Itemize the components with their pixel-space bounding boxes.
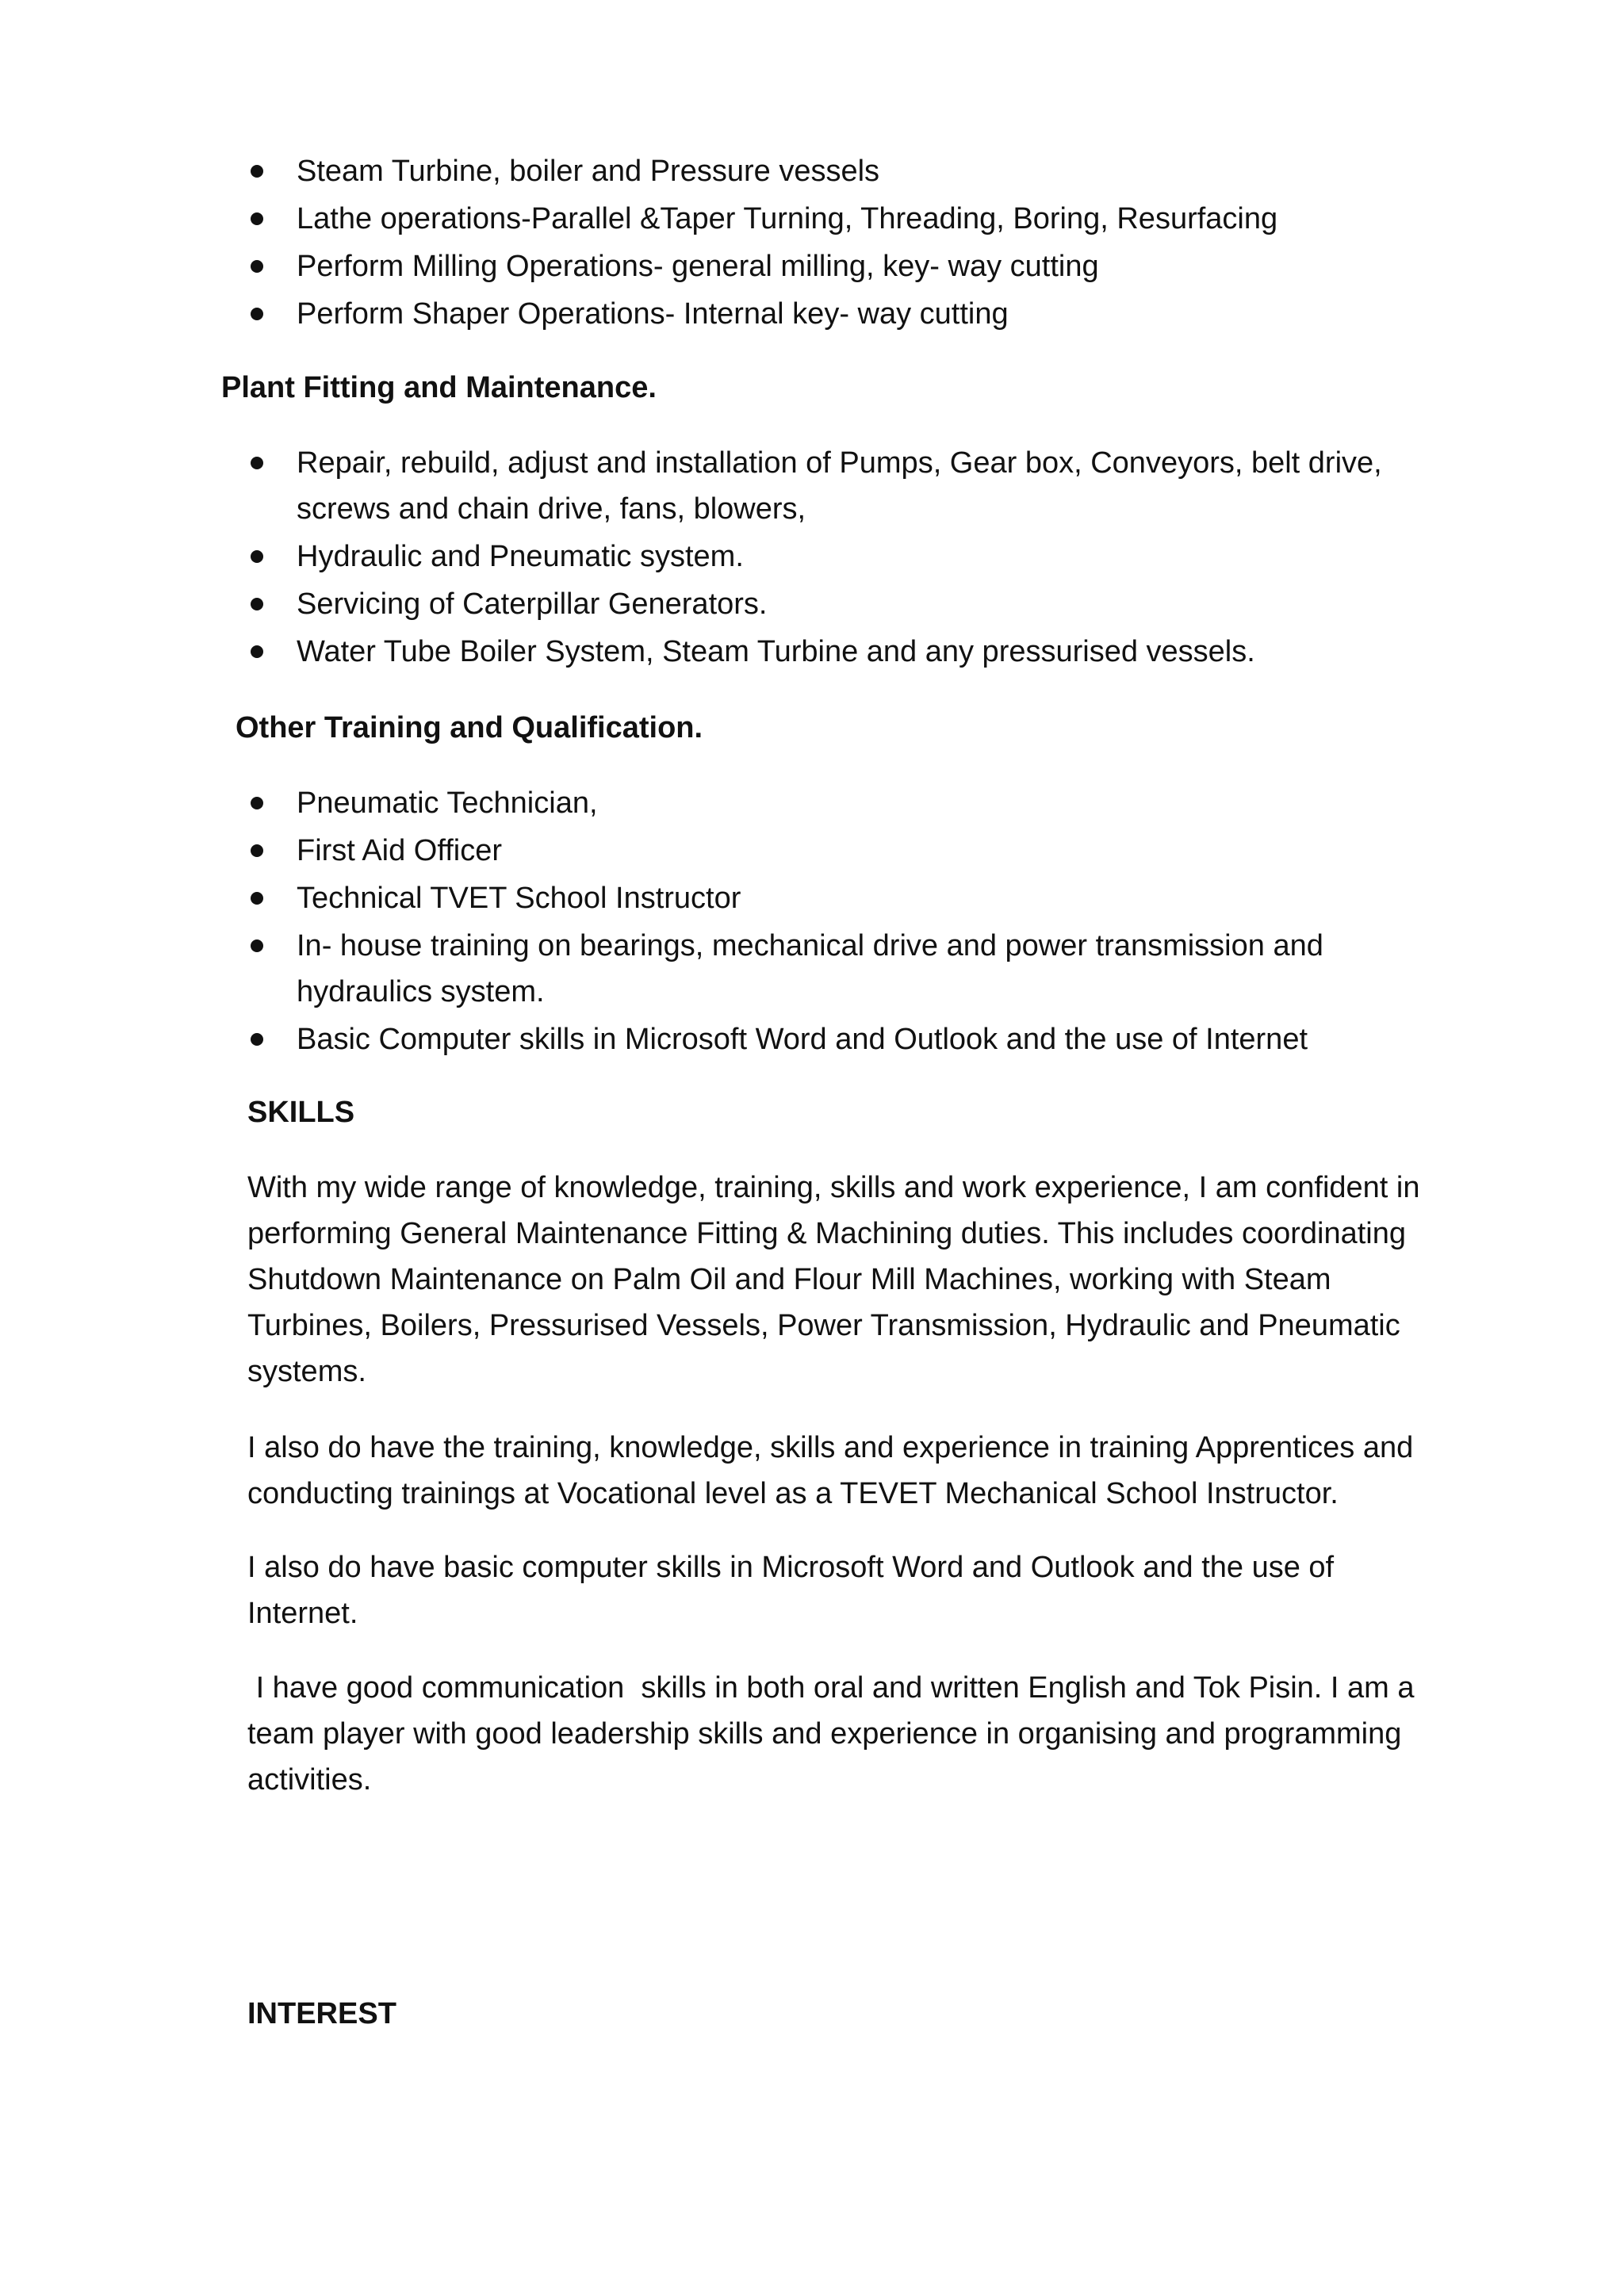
list-item — [0, 534, 1624, 580]
bullet-icon — [251, 457, 263, 469]
list-item-text: In- house training on bearings, mechanical drive and power transmission and hydraulics system. — [297, 929, 1323, 1008]
skills-paragraph: I also do have the training, knowledge, skills and experience in training Apprentices and conducting trainings at Vocational level as a TEVET Mechanical School Instructor. — [247, 1431, 1414, 1510]
section-heading-interest: INTEREST — [247, 1997, 396, 2030]
list-item — [0, 923, 1624, 1015]
list-item-text: Servicing of Caterpillar Generators. — [297, 587, 768, 621]
bullet-icon — [251, 1033, 263, 1046]
list-item — [0, 291, 1624, 337]
list-item-text: Water Tube Boiler System, Steam Turbine and any pressurised vessels. — [297, 635, 1255, 668]
bullet-icon — [251, 212, 263, 225]
plant-fitting-list — [0, 440, 1624, 676]
list-item — [0, 148, 1624, 194]
bullet-icon — [251, 844, 263, 857]
bullet-icon — [251, 645, 263, 658]
skills-paragraph: I have good communication skills in both oral and written English and Tok Pisin. I am a team player with good leadership skills and experience in organising and programming activities. — [247, 1671, 1423, 1797]
list-item-text: Hydraulic and Pneumatic system. — [297, 540, 744, 573]
list-item — [0, 629, 1624, 675]
other-training-list — [0, 780, 1624, 1064]
skills-paragraph: With my wide range of knowledge, training, skills and work experience, I am confident in performing General Maintenance Fitting & Machining duties. This includes coordinating Shutdown Maintenance on Palm Oil and Flour Mill Machines, working with Steam Turbines, Boilers, Pressurised Vessels, Power Transmission, Hydraulic and Pneumatic systems. — [247, 1171, 1420, 1388]
bullet-icon — [251, 598, 263, 610]
list-item-text: First Aid Officer — [297, 834, 503, 867]
list-item-text: Lathe operations-Parallel &Taper Turning, Threading, Boring, Resurfacing — [297, 202, 1278, 235]
list-item-text: Steam Turbine, boiler and Pressure vessels — [297, 155, 880, 188]
bullet-icon — [251, 550, 263, 563]
bullet-icon — [251, 797, 263, 809]
list-item — [0, 780, 1624, 826]
list-item-text: Repair, rebuild, adjust and installation of Pumps, Gear box, Conveyors, belt drive, screws and chain drive, fans, blowers, — [297, 446, 1382, 526]
list-item — [0, 581, 1624, 627]
list-item — [0, 243, 1624, 289]
bullet-icon — [251, 260, 263, 273]
list-item-text: Perform Shaper Operations- Internal key- way cutting — [297, 297, 1009, 331]
skills-paragraph: I also do have basic computer skills in Microsoft Word and Outlook and the use of Internet. — [247, 1551, 1335, 1630]
list-item-text: Pneumatic Technician, — [297, 786, 598, 820]
bullet-icon — [251, 892, 263, 905]
bullet-icon — [251, 939, 263, 952]
list-item — [0, 196, 1624, 242]
list-item-text: Perform Milling Operations- general milling, key- way cutting — [297, 250, 1099, 283]
list-item — [0, 440, 1624, 532]
section-heading-plant-fitting: Plant Fitting and Maintenance. — [221, 371, 657, 404]
bullet-icon — [251, 165, 263, 178]
list-item — [0, 828, 1624, 874]
list-item-text: Basic Computer skills in Microsoft Word and Outlook and the use of Internet — [297, 1023, 1308, 1056]
section-heading-other-training: Other Training and Qualification. — [236, 711, 703, 744]
bullet-icon — [251, 308, 263, 320]
section-heading-skills: SKILLS — [247, 1096, 355, 1129]
machining-skills-list — [0, 148, 1624, 339]
list-item-text: Technical TVET School Instructor — [297, 882, 741, 915]
list-item — [0, 875, 1624, 921]
list-item — [0, 1016, 1624, 1062]
